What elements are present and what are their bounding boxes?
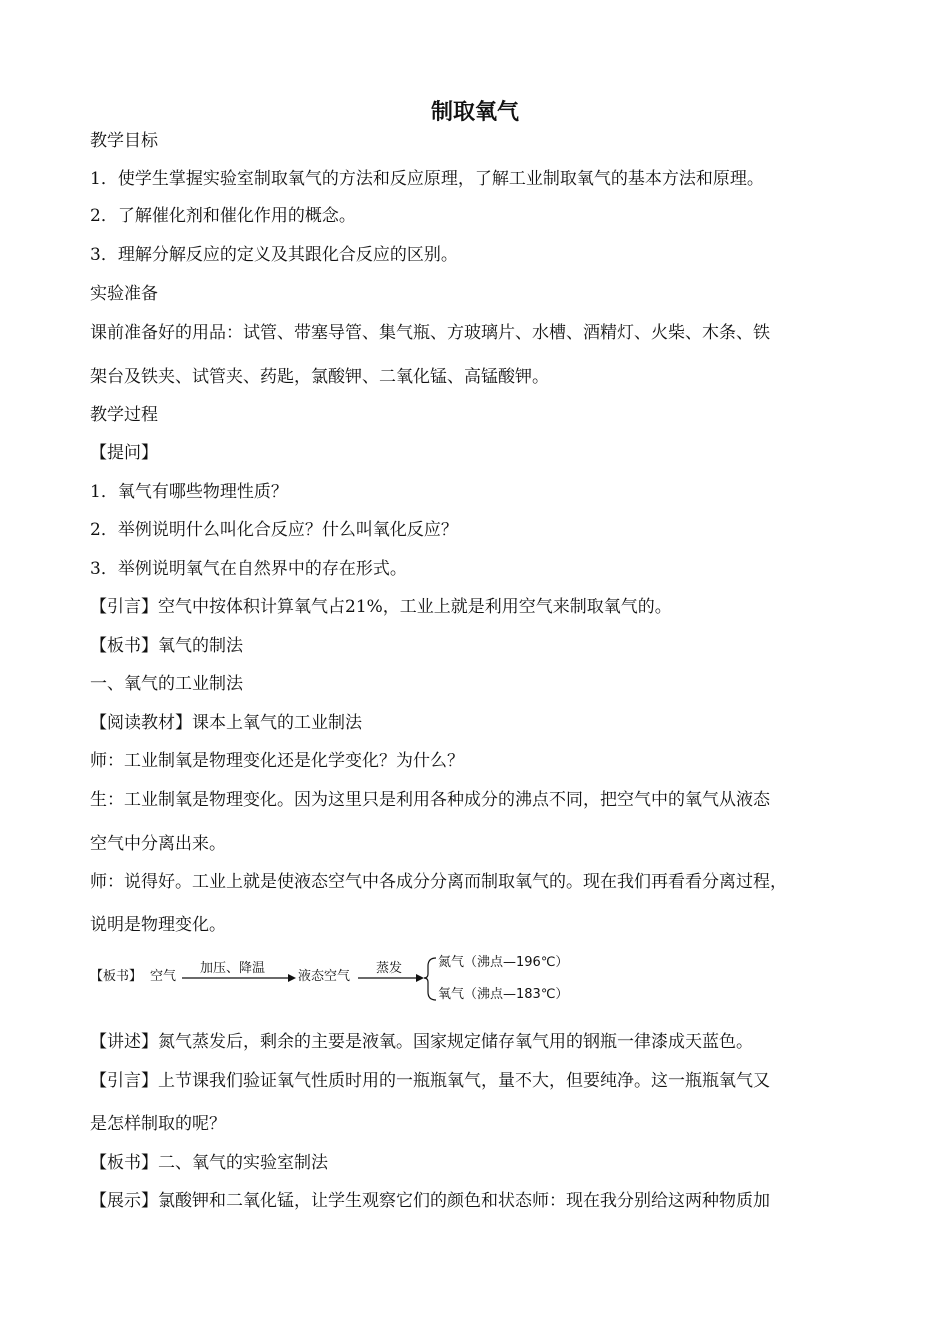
text-line: 1．使学生掌握实验室制取氧气的方法和反应原理，了解工业制取氧气的基本方法和原理。 (90, 169, 764, 189)
text-line: 3．理解分解反应的定义及其跟化合反应的区别。 (90, 245, 458, 265)
air-separation-diagram (90, 950, 590, 1010)
text-line: 实验准备 (90, 284, 158, 304)
text-line: 2．了解催化剂和催化作用的概念。 (90, 206, 356, 226)
text-line: 师：工业制氧是物理变化还是化学变化？为什么？ (90, 751, 464, 771)
text-line: 【板书】二、氧气的实验室制法 (90, 1153, 328, 1173)
text-line: 【提问】 (90, 443, 158, 463)
text-line: 教学过程 (90, 405, 158, 425)
diagram-board-label: 【板书】 (90, 969, 143, 984)
text-line: 【引言】空气中按体积计算氧气占21%，工业上就是利用空气来制取氧气的。 (90, 597, 672, 617)
diagram-arrowhead-2 (416, 974, 424, 982)
page-title: 制取氧气 (430, 100, 519, 125)
text-line: 生：工业制氧是物理变化。因为这里只是利用各种成分的沸点不同，把空气中的氧气从液态 (90, 790, 770, 810)
text-line: 空气中分离出来。 (90, 834, 226, 854)
text-line: 【展示】氯酸钾和二氧化锰，让学生观察它们的颜色和状态师：现在我分别给这两种物质加 (90, 1191, 770, 1211)
diagram-air: 空气 (150, 969, 177, 984)
text-line: 一、氧气的工业制法 (90, 674, 243, 694)
text-line: 【引言】上节课我们验证氧气性质时用的一瓶瓶氧气，量不大，但要纯净。这一瓶瓶氧气又 (90, 1071, 770, 1091)
text-line: 师：说得好。工业上就是使液态空气中各成分分离而制取氧气的。现在我们再看看分离过程， (90, 872, 787, 892)
text-line: 是怎样制取的呢？ (90, 1114, 226, 1134)
text-line: 教学目标 (90, 131, 158, 151)
text-line: 【阅读教材】课本上氧气的工业制法 (90, 713, 362, 733)
text-line: 说明是物理变化。 (90, 915, 226, 935)
text-line: 课前准备好的用品：试管、带塞导管、集气瓶、方玻璃片、水槽、酒精灯、火柴、木条、铁 (90, 323, 770, 343)
text-line: 2．举例说明什么叫化合反应？什么叫氧化反应？ (90, 520, 458, 540)
diagram-oxygen: 氧气（沸点—183℃） (438, 987, 569, 1002)
text-line: 架台及铁夹、试管夹、药匙，氯酸钾、二氧化锰、高锰酸钾。 (90, 367, 549, 387)
diagram-nitrogen: 氮气（沸点—196℃） (438, 955, 569, 970)
diagram-liquid-air: 液态空气 (298, 969, 351, 984)
text-line: 【讲述】氮气蒸发后，剩余的主要是液氧。国家规定储存氧气用的钢瓶一律漆成天蓝色。 (90, 1032, 753, 1052)
diagram-arrowhead-1 (288, 974, 296, 982)
diagram-step2-label: 蒸发 (376, 961, 403, 976)
text-line: 1．氧气有哪些物理性质？ (90, 482, 288, 502)
text-line: 【板书】氧气的制法 (90, 636, 243, 656)
text-line: 3．举例说明氧气在自然界中的存在形式。 (90, 559, 407, 579)
diagram-step1-label: 加压、降温 (200, 961, 266, 976)
diagram-brace (424, 958, 436, 1000)
